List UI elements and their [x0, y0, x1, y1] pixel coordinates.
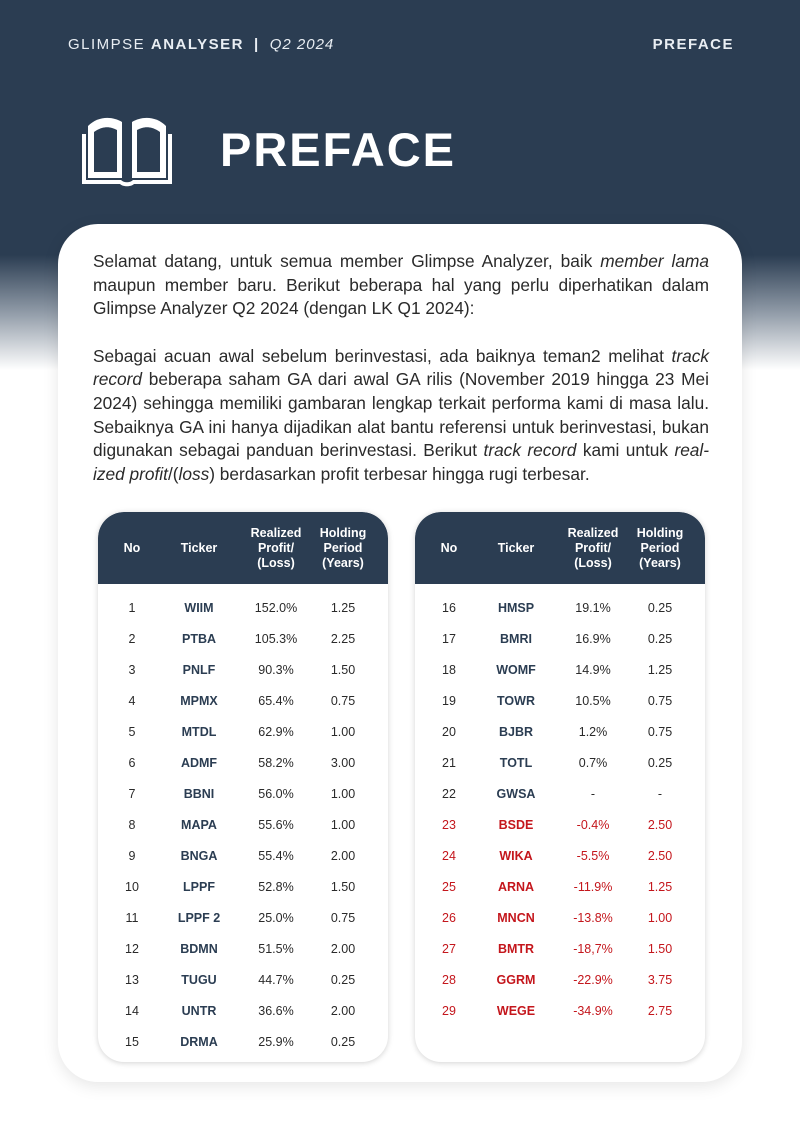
intro-text — [93, 250, 709, 510]
row-number: 26 — [442, 911, 456, 925]
row-number: 12 — [125, 942, 139, 956]
row-profit: -5.5% — [576, 849, 610, 863]
row-profit: 90.3% — [258, 663, 294, 677]
row-ticker: TOWR — [497, 694, 535, 708]
text-span: maupun member baru. Berikut beberapa hal yang perlu diperhatikan dalam Glimpse Analyzer Q2 2024 (dengan LK Q1 2024): — [93, 274, 709, 319]
row-ticker: ADMF — [180, 756, 218, 770]
row-holding: 3.00 — [330, 756, 356, 770]
row-holding: 0.25 — [330, 1035, 356, 1049]
row-holding: 1.00 — [330, 725, 356, 739]
intro-paragraph-1 — [93, 250, 709, 321]
row-number: 25 — [442, 880, 456, 894]
row-profit: 0.7% — [578, 756, 608, 770]
row-profit: 16.9% — [575, 632, 611, 646]
row-ticker: ARNA — [497, 880, 535, 894]
row-profit: 62.9% — [258, 725, 294, 739]
row-holding: 1.00 — [647, 911, 673, 925]
row-holding: 0.25 — [330, 973, 356, 987]
table-row — [415, 846, 705, 866]
row-number: 17 — [442, 632, 456, 646]
row-ticker: TUGU — [181, 973, 217, 987]
table-row — [98, 939, 388, 959]
row-holding: 2.00 — [330, 942, 356, 956]
row-number: 16 — [442, 601, 456, 615]
row-holding: 0.25 — [647, 601, 673, 615]
row-ticker: BMTR — [497, 942, 535, 956]
row-holding: - — [657, 787, 663, 801]
row-ticker: BSDE — [498, 818, 534, 832]
row-profit: 65.4% — [258, 694, 294, 708]
row-holding: 1.25 — [647, 663, 673, 677]
row-ticker: LPPF 2 — [177, 911, 221, 925]
row-profit: 10.5% — [575, 694, 611, 708]
row-profit: 51.5% — [258, 942, 294, 956]
row-number: 9 — [128, 849, 136, 863]
row-ticker: BJBR — [498, 725, 534, 739]
row-profit: 36.6% — [258, 1004, 294, 1018]
table-row — [98, 1001, 388, 1021]
table-row — [98, 970, 388, 990]
emphasis-text: track record — [93, 345, 709, 390]
emphasis-text: member lama — [600, 251, 709, 271]
table-row — [415, 815, 705, 835]
row-number: 2 — [128, 632, 136, 646]
row-holding: 1.50 — [647, 942, 673, 956]
row-ticker: BBNI — [183, 787, 215, 801]
table-row — [98, 908, 388, 928]
table-row — [415, 939, 705, 959]
row-number: 20 — [442, 725, 456, 739]
row-holding: 2.50 — [647, 849, 673, 863]
row-number: 19 — [442, 694, 456, 708]
row-profit: 19.1% — [575, 601, 611, 615]
table-row — [415, 908, 705, 928]
row-ticker: HMSP — [497, 601, 535, 615]
row-number: 24 — [442, 849, 456, 863]
section-label: PREFACE — [652, 36, 734, 53]
row-holding: 2.00 — [330, 1004, 356, 1018]
row-ticker: WIKA — [499, 849, 533, 863]
row-profit: 152.0% — [254, 601, 298, 615]
row-ticker: PTBA — [181, 632, 217, 646]
row-ticker: MAPA — [181, 818, 217, 832]
row-holding: 0.75 — [330, 694, 356, 708]
row-ticker: MPMX — [180, 694, 218, 708]
row-number: 14 — [125, 1004, 139, 1018]
row-holding: 3.75 — [647, 973, 673, 987]
row-profit: -34.9% — [573, 1004, 613, 1018]
row-number: 27 — [442, 942, 456, 956]
row-number: 29 — [442, 1004, 456, 1018]
brand-period: Q2 2024 — [269, 36, 335, 53]
row-holding: 2.00 — [330, 849, 356, 863]
row-number: 5 — [128, 725, 136, 739]
row-ticker: MNCN — [497, 911, 535, 925]
row-profit: 44.7% — [258, 973, 294, 987]
emphasis-text: track record — [483, 440, 577, 461]
row-holding: 1.50 — [330, 880, 356, 894]
table-row — [98, 722, 388, 742]
text-span: Sebagai acuan awal sebelum berinvestasi, ada baiknya teman2 melihat — [93, 345, 672, 366]
text-span: Selamat datang, untuk semua member Glimpse Analyzer, baik — [93, 251, 601, 271]
row-profit: 55.4% — [258, 849, 294, 863]
row-number: 8 — [128, 818, 136, 832]
table-row — [415, 629, 705, 649]
table-row — [415, 753, 705, 773]
row-ticker: WIIM — [184, 601, 214, 615]
page-title: PREFACE — [220, 123, 456, 176]
brand-name-light: GLIMPSE — [68, 36, 146, 53]
text-span: /( — [167, 463, 179, 484]
row-holding: 0.25 — [647, 756, 673, 770]
table-row — [98, 846, 388, 866]
row-number: 23 — [442, 818, 456, 832]
table-header — [415, 512, 705, 584]
row-number: 28 — [442, 973, 456, 987]
row-ticker: DRMA — [180, 1035, 218, 1049]
row-holding: 0.75 — [330, 911, 356, 925]
row-profit: -11.9% — [573, 880, 613, 894]
column-header-holding: Holding Period (Years) — [319, 525, 367, 570]
table-row — [415, 722, 705, 742]
row-ticker: BNGA — [180, 849, 218, 863]
row-ticker: UNTR — [181, 1004, 217, 1018]
table-row — [415, 784, 705, 804]
row-holding: 0.75 — [647, 725, 673, 739]
table-row — [415, 877, 705, 897]
row-ticker: BMRI — [500, 632, 532, 646]
row-holding: 1.25 — [647, 880, 673, 894]
column-header-ticker: Ticker — [180, 540, 218, 555]
table-row — [98, 784, 388, 804]
row-number: 7 — [128, 787, 136, 801]
brand-separator: | — [254, 36, 260, 53]
track-record-table-right — [415, 512, 705, 1062]
row-profit: 55.6% — [258, 818, 294, 832]
column-header-no: No — [123, 540, 141, 555]
row-number: 4 — [128, 694, 136, 708]
brand-line — [68, 36, 334, 53]
row-number: 10 — [125, 880, 139, 894]
row-holding: 1.00 — [330, 818, 356, 832]
table-row — [98, 598, 388, 618]
table-row — [415, 598, 705, 618]
table-header — [98, 512, 388, 584]
column-header-profit: Realized Profit/ (Loss) — [250, 525, 302, 570]
table-row — [415, 691, 705, 711]
column-header-no: No — [440, 540, 458, 555]
row-ticker: GGRM — [496, 973, 536, 987]
row-profit: - — [590, 787, 596, 801]
page-header — [0, 36, 800, 60]
table-row — [415, 1001, 705, 1021]
row-number: 15 — [125, 1035, 139, 1049]
row-number: 18 — [442, 663, 456, 677]
emphasis-text: real-ized profit — [93, 440, 710, 484]
row-profit: -22.9% — [573, 973, 613, 987]
table-row — [98, 629, 388, 649]
row-holding: 1.50 — [330, 663, 356, 677]
row-ticker: LPPF — [183, 880, 215, 894]
row-profit: -18,7% — [573, 942, 613, 956]
table-row — [415, 970, 705, 990]
row-ticker: TOTL — [499, 756, 533, 770]
row-holding: 2.25 — [330, 632, 356, 646]
row-number: 6 — [128, 756, 136, 770]
row-holding: 1.00 — [330, 787, 356, 801]
row-ticker: BDMN — [180, 942, 218, 956]
table-row — [98, 753, 388, 773]
row-profit: 14.9% — [575, 663, 611, 677]
table-row — [98, 1032, 388, 1052]
row-holding: 2.75 — [647, 1004, 673, 1018]
table-row — [98, 691, 388, 711]
row-number: 13 — [125, 973, 139, 987]
row-profit: 52.8% — [258, 880, 294, 894]
open-book-icon — [80, 112, 174, 188]
table-row — [98, 877, 388, 897]
table-row — [98, 815, 388, 835]
text-span: beberapa saham GA dari awal GA rilis (November 2019 hingga 23 Mei 2024) sehingga memiliki gambaran lengkap terkait performa kami di masa lalu. Sebaiknya GA ini hanya dijadikan alat bantu referensi untuk berinvestasi, bukan digunakan sebagai panduan berinvestasi. Berikut — [93, 369, 709, 461]
row-profit: 25.9% — [258, 1035, 294, 1049]
emphasis-text: loss — [178, 463, 210, 484]
brand-name-bold: ANALYSER — [150, 36, 244, 53]
row-holding: 2.50 — [647, 818, 673, 832]
row-holding: 0.25 — [647, 632, 673, 646]
row-number: 22 — [442, 787, 456, 801]
row-profit: 56.0% — [258, 787, 294, 801]
row-ticker: MTDL — [181, 725, 217, 739]
row-ticker: PNLF — [182, 663, 216, 677]
content-card — [58, 224, 742, 1082]
row-holding: 0.75 — [647, 694, 673, 708]
row-profit: 25.0% — [258, 911, 294, 925]
row-profit: 1.2% — [578, 725, 608, 739]
row-ticker: GWSA — [496, 787, 536, 801]
intro-paragraph-2 — [93, 345, 709, 487]
row-holding: 1.25 — [330, 601, 356, 615]
row-profit: -13.8% — [573, 911, 613, 925]
column-header-ticker: Ticker — [497, 540, 535, 555]
column-header-profit: Realized Profit/ (Loss) — [567, 525, 619, 570]
row-profit: -0.4% — [576, 818, 610, 832]
track-record-table-left — [98, 512, 388, 1062]
text-span: kami untuk — [576, 440, 675, 461]
row-ticker: WOMF — [496, 663, 536, 677]
row-profit: 58.2% — [258, 756, 294, 770]
row-number: 3 — [128, 663, 136, 677]
table-row — [98, 660, 388, 680]
row-number: 11 — [125, 911, 139, 925]
row-profit: 105.3% — [254, 632, 298, 646]
table-row — [415, 660, 705, 680]
row-ticker: WEGE — [496, 1004, 536, 1018]
text-span: ) berdasarkan profit terbesar hingga rugi terbesar. — [209, 463, 590, 484]
row-number: 21 — [442, 756, 456, 770]
row-number: 1 — [128, 601, 136, 615]
column-header-holding: Holding Period (Years) — [636, 525, 684, 570]
